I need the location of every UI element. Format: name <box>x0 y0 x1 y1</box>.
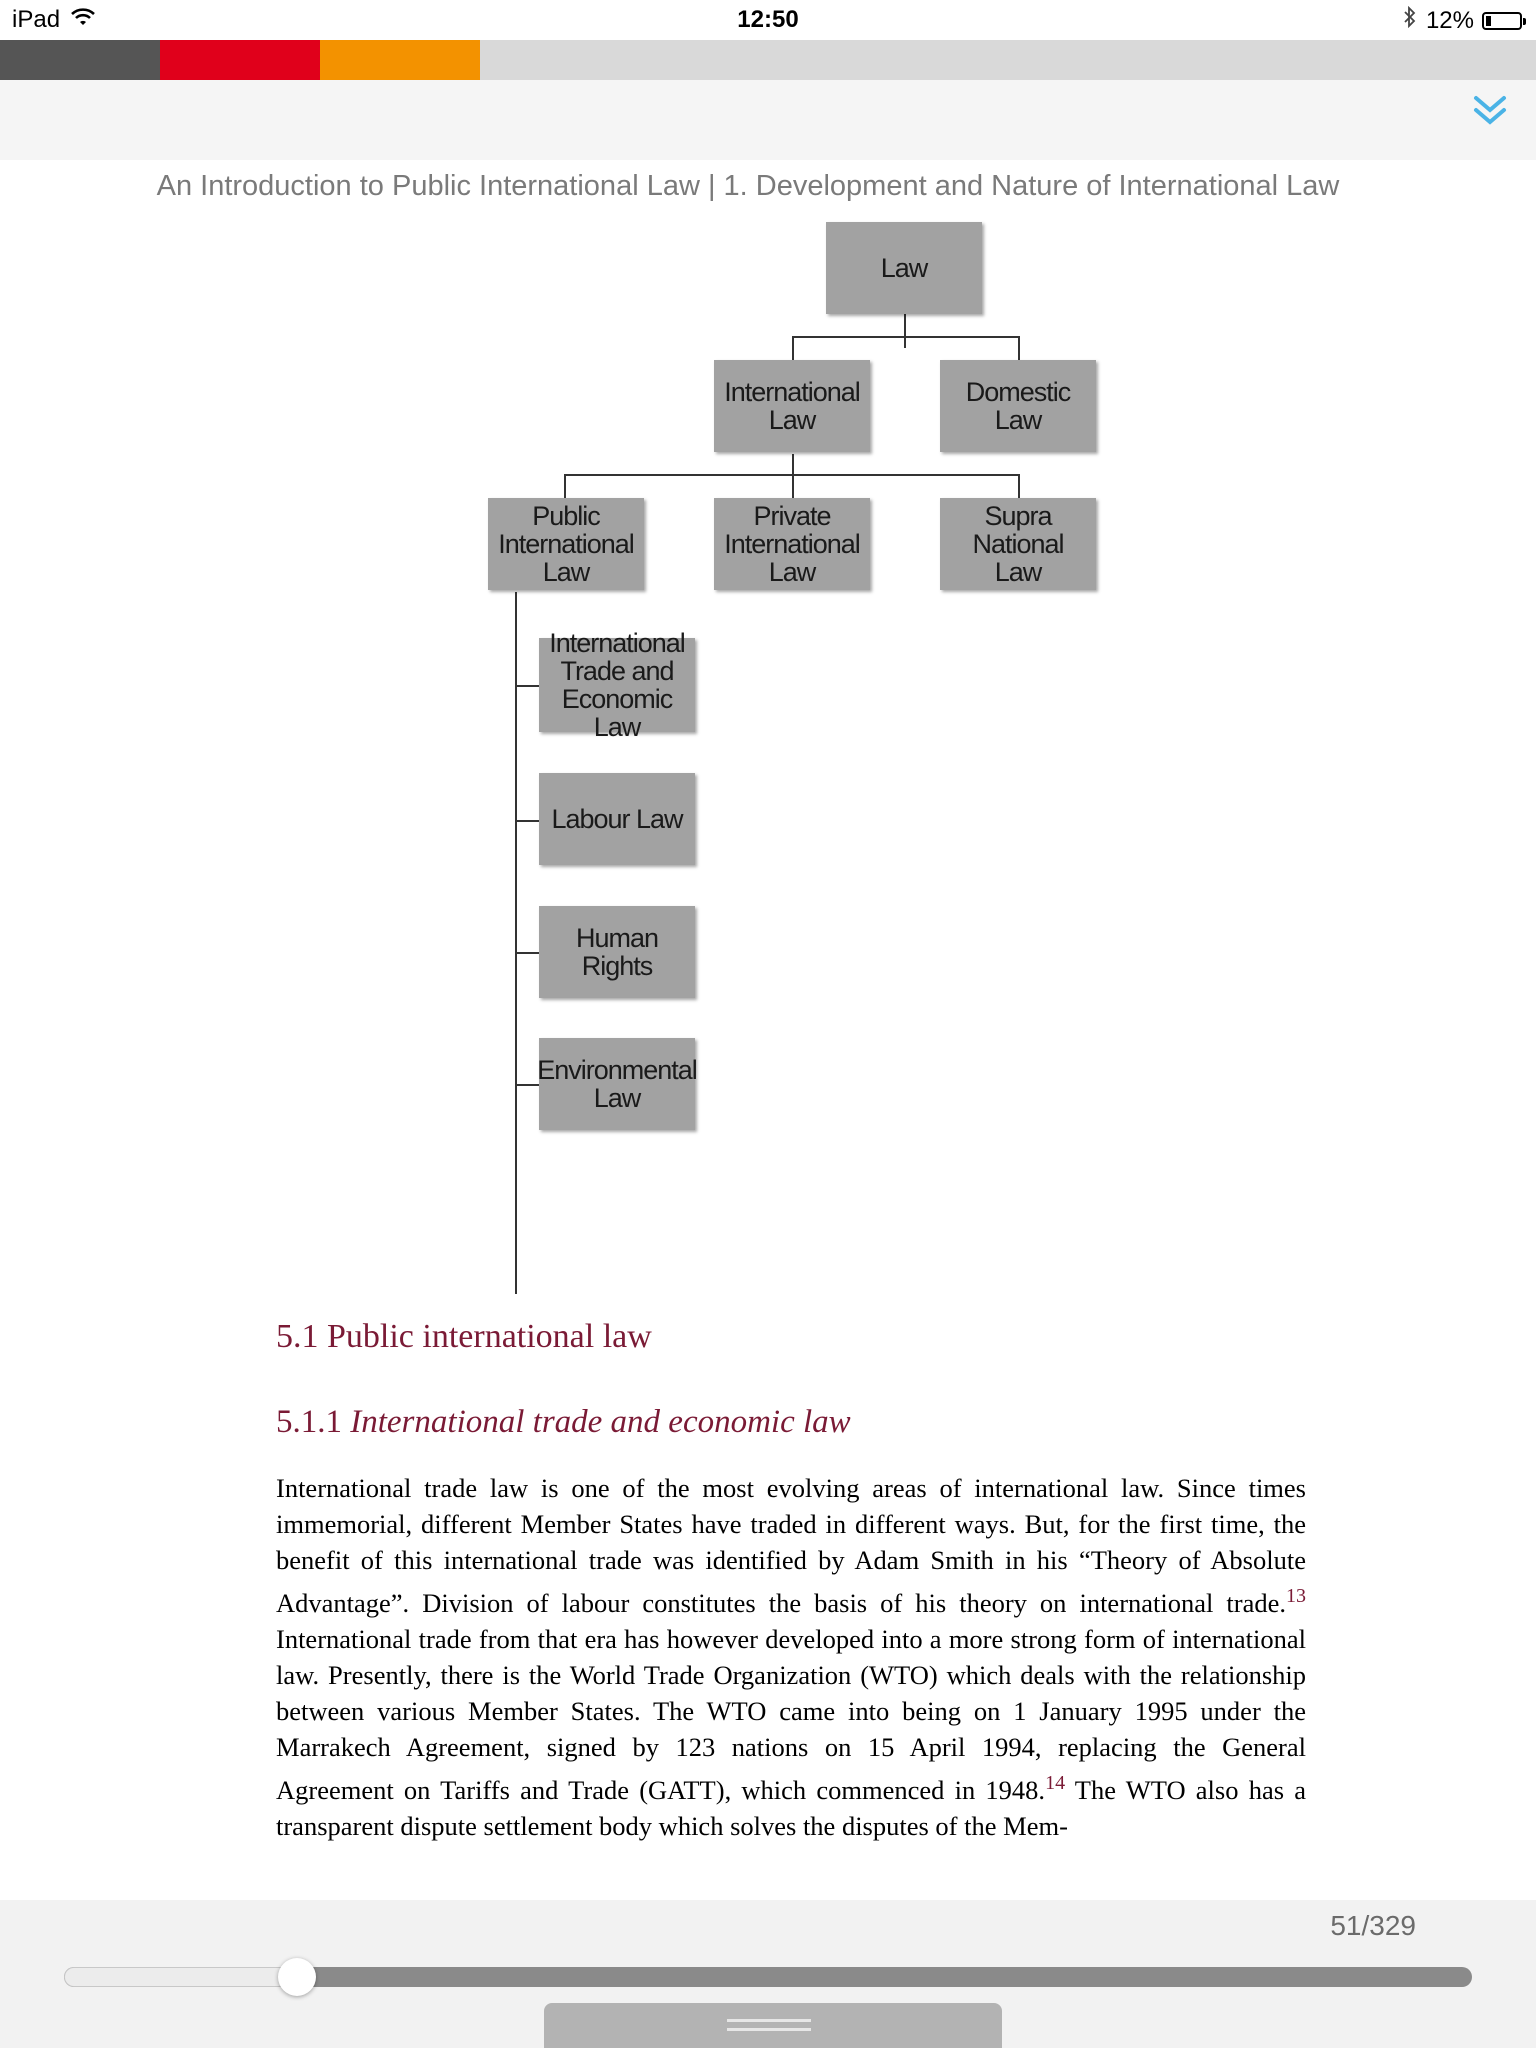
status-right <box>1402 6 1522 35</box>
battery-icon <box>1482 12 1522 30</box>
clock: 12:50 <box>737 6 799 33</box>
paragraph-text-3: The WTO also has a transparent dispute settlement body which solves the disputes of the Mem- <box>276 1774 1306 1841</box>
footnote-ref-14[interactable]: 14 <box>1045 1771 1066 1794</box>
reader-header <box>0 80 1536 160</box>
bluetooth-icon <box>1402 6 1418 35</box>
node-labour-law: Labour Law <box>539 773 695 865</box>
double-chevron-down-icon[interactable] <box>1470 90 1510 130</box>
tab-red[interactable] <box>160 40 320 80</box>
page-slider-thumb[interactable] <box>278 1958 316 1996</box>
node-human-rights: Human Rights <box>539 906 695 998</box>
page-indicator: 51/329 <box>1330 1910 1416 1941</box>
section-tabs <box>0 40 1536 80</box>
device-label: iPad <box>12 6 61 33</box>
node-law: Law <box>826 222 982 314</box>
status-bar <box>0 0 1536 40</box>
drawer-handle[interactable] <box>544 2003 1002 2048</box>
node-public-international-law: Public International Law <box>488 498 644 590</box>
tab-orange[interactable] <box>320 40 480 80</box>
node-supra-national-law: Supra National Law <box>940 498 1096 590</box>
footnote-ref-13[interactable]: 13 <box>1286 1585 1306 1607</box>
body-paragraph <box>276 1470 1306 1844</box>
subsection-heading <box>276 1404 851 1441</box>
node-environmental-law: Environmental Law <box>539 1038 695 1130</box>
battery-percent: 12% <box>1425 6 1474 34</box>
paragraph-text-1: International trade law is one of the most evolving areas of international law. Since times immemorial, different Member States have traded in different ways. But, for the first time, the benefit of this international trade was identified by Adam Smith in his “Theory of Absolute Advantage”. Division of labour constitutes the basis of his theory on international trade. <box>276 1473 1306 1618</box>
law-hierarchy-diagram <box>0 210 1536 1160</box>
node-private-international-law: Private International Law <box>714 498 870 590</box>
section-heading: 5.1 Public international law <box>276 1318 652 1355</box>
running-head: An Introduction to Public International Law | 1. Development and Nature of International Law <box>156 170 1340 202</box>
paragraph-text-2: International trade from that era has however developed into a more strong form of international law. Presently, there is the World Trade Organization (WTO) which deals with the relationship between various Member States. The WTO came into being on 1 January 1995 under the Marrakech Agreement, signed by 123 nations on 15 April 1994, replacing the General Agreement on Tariffs and Trade (GATT), which commenced in 1948. <box>276 1623 1306 1805</box>
tab-gray[interactable] <box>0 40 160 80</box>
node-international-law: International Law <box>714 360 870 452</box>
page-slider-progress <box>64 1967 300 1987</box>
subsection-number: 5.1.1 <box>276 1404 351 1440</box>
node-trade-economic-law: International Trade and Economic Law <box>539 638 695 732</box>
subsection-title: International trade and economic law <box>350 1404 851 1440</box>
node-domestic-law: Domestic Law <box>940 360 1096 452</box>
